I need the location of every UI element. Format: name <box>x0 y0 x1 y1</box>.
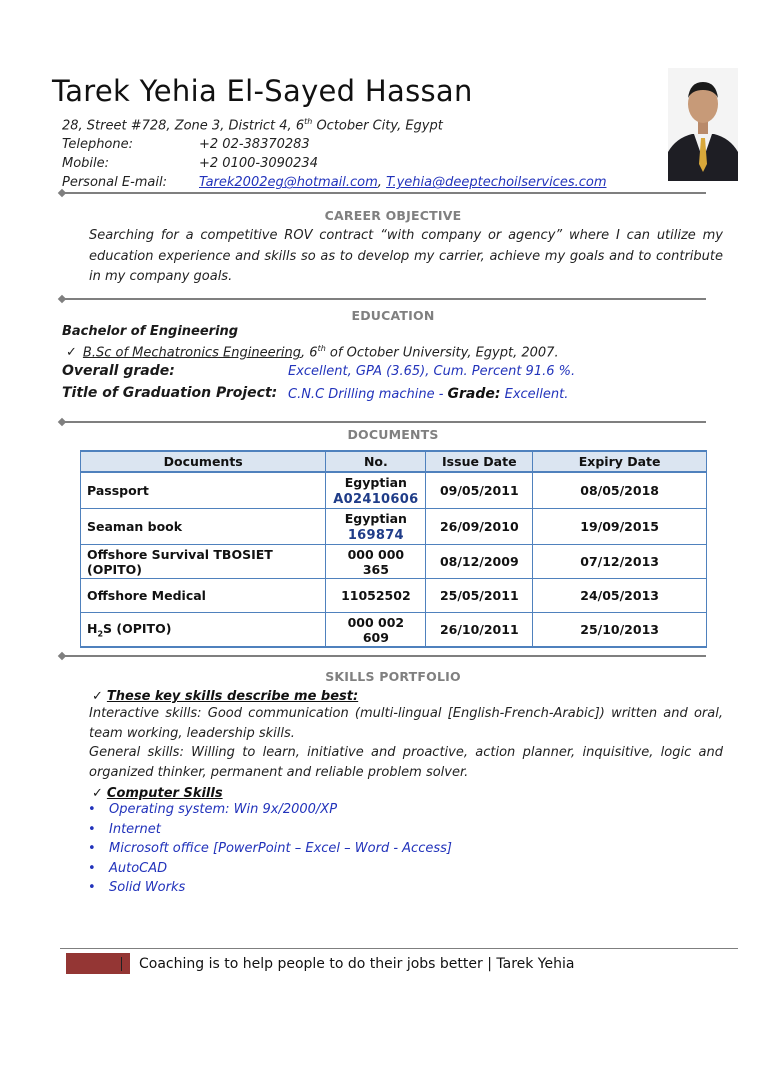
table-row <box>81 509 707 545</box>
divider <box>62 421 706 423</box>
degree-title: Bachelor of Engineering <box>62 324 239 339</box>
footer-separator <box>121 957 122 971</box>
cell-number: Egyptian A02410606 <box>326 472 426 509</box>
email-label: Personal E-mail: <box>62 175 167 191</box>
cell-expiry-date: 24/05/2013 <box>533 579 707 613</box>
career-objective-text: Searching for a competitive ROV contract “with company or agency” where I can utilize my education experience and skills so as to develop my carrier, achieve my goals and to contribute in my company goals. <box>89 228 723 284</box>
table-row <box>81 613 707 648</box>
check-icon: ✓ <box>92 689 103 704</box>
bsc-line: ✓ B.Sc of Mechatronics Engineering, 6th of October University, Egypt, 2007. <box>66 344 559 361</box>
table-row <box>81 545 707 579</box>
email-link-hotmail[interactable]: Tarek2002eg@hotmail.com <box>199 175 378 191</box>
cell-document: Passport <box>81 472 326 509</box>
cell-document: Offshore Survival TBOSIET (OPITO) <box>81 545 326 579</box>
email-link-deeptech[interactable]: T.yehia@deeptechoilservices.com <box>386 175 607 191</box>
divider <box>62 655 706 657</box>
project-label: Title of Graduation Project: <box>62 385 278 401</box>
bullet-icon: • <box>88 802 96 817</box>
col-header-documents: Documents <box>81 451 326 472</box>
general-skills: General skills: Willing to learn, initiative and proactive, action planner, inquisitive, logic and organized thinker, permanent and reliable problem solver. <box>89 745 723 780</box>
cell-number: 000 002 609 <box>326 613 426 648</box>
cell-issue-date: 09/05/2011 <box>426 472 533 509</box>
cell-number: 11052502 <box>326 579 426 613</box>
bullet-icon: • <box>88 880 96 896</box>
list-item: • Solid Works <box>88 878 452 898</box>
check-icon: ✓ <box>66 345 77 361</box>
list-item: • Internet <box>88 820 452 840</box>
cell-issue-date: 26/09/2010 <box>426 509 533 545</box>
telephone-value: +2 02-38370283 <box>199 137 310 153</box>
resume-name: Tarek Yehia El-Sayed Hassan <box>52 74 473 108</box>
col-header-no: No. <box>326 451 426 472</box>
computer-skills-heading: ✓ Computer Skills <box>92 786 223 801</box>
overall-grade-value: Excellent, GPA (3.65), Cum. Percent 91.6 %. <box>288 364 576 379</box>
mobile-label: Mobile: <box>62 156 110 172</box>
bullet-icon: • <box>88 821 96 837</box>
profile-photo <box>668 68 738 181</box>
list-item: • AutoCAD <box>88 859 452 879</box>
cell-issue-date: 08/12/2009 <box>426 545 533 579</box>
col-header-expiry-date: Expiry Date <box>533 451 707 472</box>
cell-document: $H_2S$ (OPITO) <box>81 613 326 648</box>
key-skills-heading: ✓ These key skills describe me best: <box>92 689 359 704</box>
cell-expiry-date: 25/10/2013 <box>533 613 707 648</box>
section-title-documents: DOCUMENTS <box>347 427 439 442</box>
divider <box>62 192 706 194</box>
col-header-issue-date: Issue Date <box>426 451 533 472</box>
list-item: • Operating system: Win 9x/2000/XP <box>88 800 452 820</box>
check-icon: ✓ <box>92 786 103 801</box>
contact-info <box>62 112 607 192</box>
table-row <box>81 472 707 509</box>
telephone-line <box>62 135 607 154</box>
section-title-career: CAREER OBJECTIVE <box>324 208 462 223</box>
table-header-row <box>81 451 707 472</box>
address: 28, Street #728, Zone 3, District 4, 6th October City, Egypt <box>62 117 443 134</box>
cell-document: Offshore Medical <box>81 579 326 613</box>
documents-table <box>80 450 707 648</box>
cell-document: Seaman book <box>81 509 326 545</box>
bullet-icon: • <box>88 860 96 876</box>
interactive-skills: Interactive skills: Good communication (multi-lingual [English-French-Arabic]) written and oral, team working, leadership skills. <box>89 706 723 741</box>
overall-grade-label: Overall grade: <box>62 363 175 379</box>
cell-expiry-date: 19/09/2015 <box>533 509 707 545</box>
project-value: C.N.C Drilling machine - Grade: Excellent. <box>288 386 569 402</box>
mobile-value: +2 0100-3090234 <box>199 156 318 172</box>
bullet-icon: • <box>88 841 96 857</box>
cell-number: Egyptian 169874 <box>326 509 426 545</box>
table-row <box>81 579 707 613</box>
footer-divider <box>60 948 738 949</box>
computer-skills-list <box>88 800 452 898</box>
bsc-program: B.Sc of Mechatronics Engineering <box>82 345 302 361</box>
mobile-line <box>62 154 607 173</box>
section-title-education: EDUCATION <box>351 308 435 323</box>
section-title-skills: SKILLS PORTFOLIO <box>325 669 461 684</box>
divider <box>62 298 706 300</box>
telephone-label: Telephone: <box>62 137 134 153</box>
list-item: • Microsoft office [PowerPoint – Excel – Word - Access] <box>88 839 452 859</box>
cell-number: 000 000 365 <box>326 545 426 579</box>
cell-expiry-date: 07/12/2013 <box>533 545 707 579</box>
footer-text: Coaching is to help people to do their jobs better | Tarek Yehia <box>139 956 575 972</box>
cell-expiry-date: 08/05/2018 <box>533 472 707 509</box>
email-line: Personal E-mail: Tarek2002eg@hotmail.com, T.yehia@deeptechoilservices.com <box>62 175 607 191</box>
cell-issue-date: 26/10/2011 <box>426 613 533 648</box>
cell-issue-date: 25/05/2011 <box>426 579 533 613</box>
